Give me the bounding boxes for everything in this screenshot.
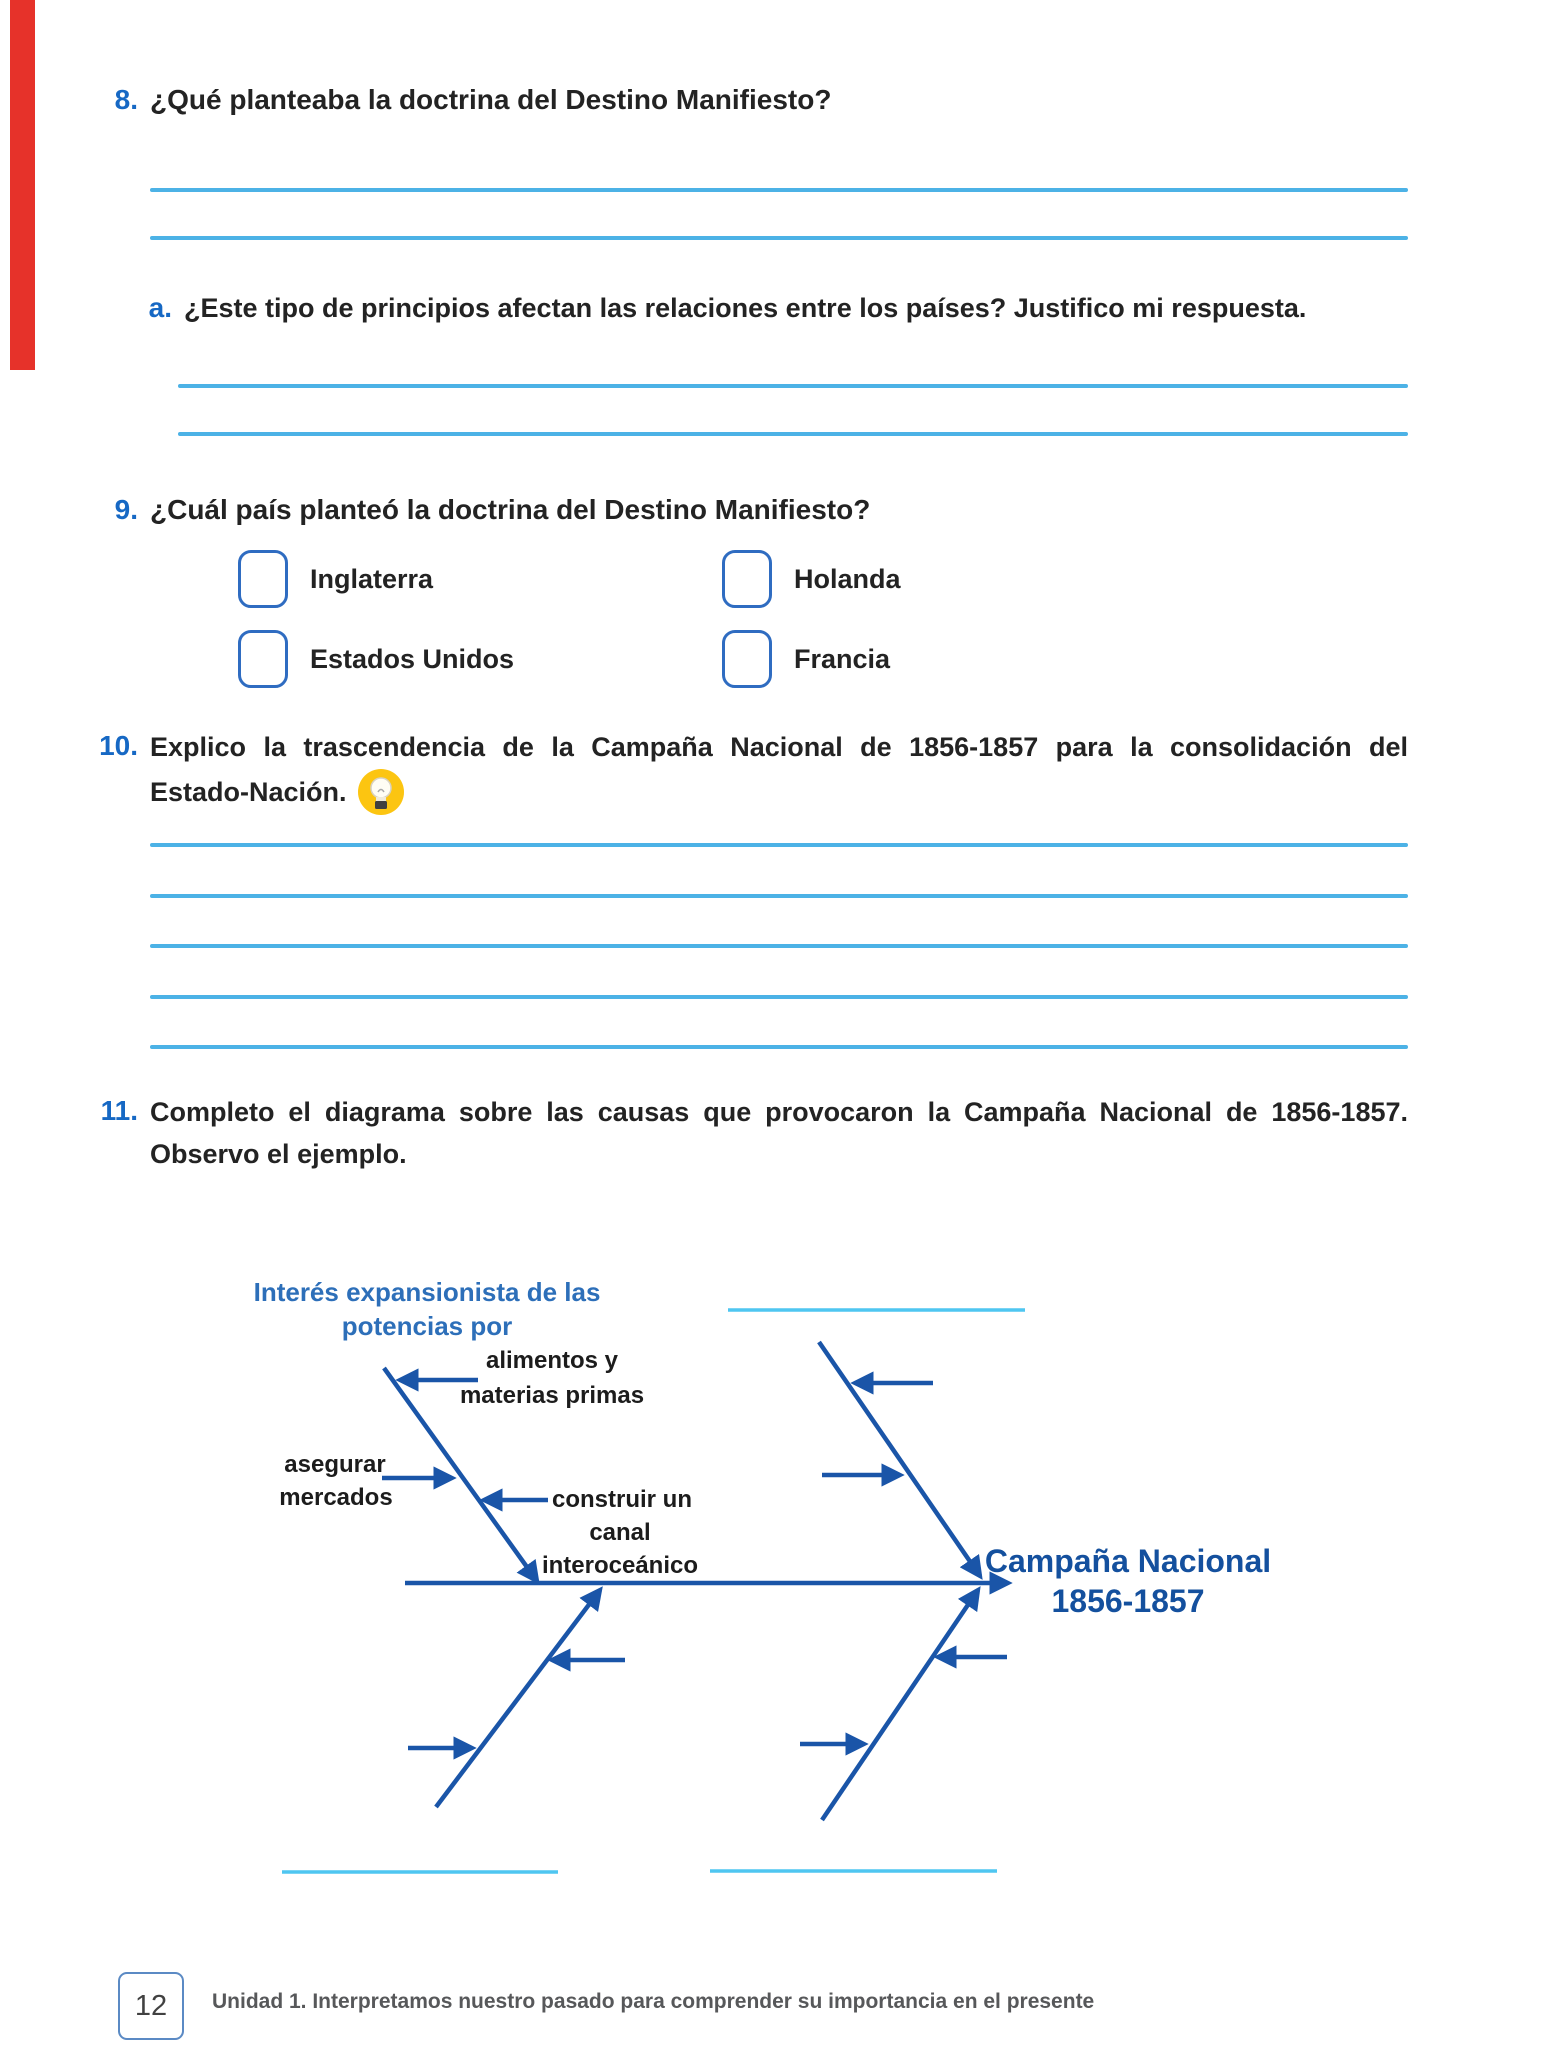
option-label-estados-unidos: Estados Unidos: [310, 644, 515, 674]
cause-label-construir-line3: interoceánico: [541, 1552, 699, 1579]
question-10-line2: Estado-Nación.: [150, 777, 347, 807]
fishbone-diagram: [0, 1240, 1565, 1940]
fishbone-head-line1: Campaña Nacional: [984, 1543, 1272, 1579]
lightbulb-icon: [357, 768, 405, 816]
question-8a-number: a.: [148, 292, 172, 323]
cause-label-alimentos-line1: alimentos y: [485, 1347, 619, 1374]
page-number: 12: [134, 1989, 168, 2022]
fishbone-head-line2: 1856-1857: [1051, 1583, 1205, 1619]
answer-line-q8-2[interactable]: [150, 236, 1408, 240]
lower-left-bone: [436, 1590, 600, 1807]
checkbox-estados-unidos[interactable]: [238, 630, 288, 688]
cause-label-asegurar-line2: mercados: [279, 1484, 393, 1511]
cause-label-alimentos-line2: materias primas: [459, 1382, 645, 1409]
answer-line-q8-1[interactable]: [150, 188, 1408, 192]
question-8: [96, 82, 831, 118]
question-10-number: 10.: [99, 730, 138, 761]
question-10-line1: Explico la trascendencia de la Campaña Nacional de 1856-1857 para la consolidación del: [150, 732, 1408, 762]
question-8a: [130, 290, 1306, 326]
answer-line-q8a-1[interactable]: [178, 384, 1408, 388]
question-8-number: 8.: [114, 84, 138, 115]
answer-line-q10-3[interactable]: [150, 944, 1408, 948]
checkbox-francia[interactable]: [722, 630, 772, 688]
question-8-text: ¿Qué planteaba la doctrina del Destino Manifiesto?: [150, 84, 832, 115]
unit-footer-label: Unidad 1. Interpretamos nuestro pasado para comprender su importancia en el presente: [212, 1990, 1095, 2013]
question-11-number: 11.: [100, 1095, 138, 1126]
question-8a-text: ¿Este tipo de principios afectan las relaciones entre los países? Justifico mi respuesta.: [184, 293, 1307, 323]
answer-line-q10-1[interactable]: [150, 843, 1408, 847]
option-label-francia: Francia: [794, 644, 891, 674]
lower-right-bone: [822, 1590, 978, 1820]
question-11-line2: Observo el ejemplo.: [150, 1139, 407, 1169]
answer-line-q10-4[interactable]: [150, 995, 1408, 999]
answer-line-q8a-2[interactable]: [178, 432, 1408, 436]
cause-label-asegurar-line1: asegurar: [284, 1451, 386, 1478]
upper-left-bone-label-line1: Interés expansionista de las: [253, 1277, 601, 1307]
option-label-inglaterra: Inglaterra: [310, 564, 434, 594]
checkbox-holanda[interactable]: [722, 550, 772, 608]
upper-right-bone: [819, 1342, 980, 1576]
cause-label-construir-line1: construir un: [551, 1486, 693, 1513]
answer-line-q10-2[interactable]: [150, 894, 1408, 898]
question-9-text: ¿Cuál país planteó la doctrina del Destino Manifiesto?: [150, 494, 871, 525]
question-9: [96, 492, 870, 528]
upper-left-bone-label-line2: potencias por: [341, 1311, 513, 1341]
page-number-box: [118, 1972, 184, 2040]
question-11-line1: Completo el diagrama sobre las causas que provocaron la Campaña Nacional de 1856-1857.: [150, 1097, 1408, 1127]
answer-line-q10-5[interactable]: [150, 1045, 1408, 1049]
unit-edge-tab: [10, 0, 35, 370]
cause-label-construir-line2: canal: [589, 1519, 651, 1546]
option-label-holanda: Holanda: [794, 564, 901, 594]
checkbox-inglaterra[interactable]: [238, 550, 288, 608]
question-9-number: 9.: [114, 494, 138, 525]
question-10: [96, 728, 1408, 816]
question-11: [96, 1093, 1408, 1173]
